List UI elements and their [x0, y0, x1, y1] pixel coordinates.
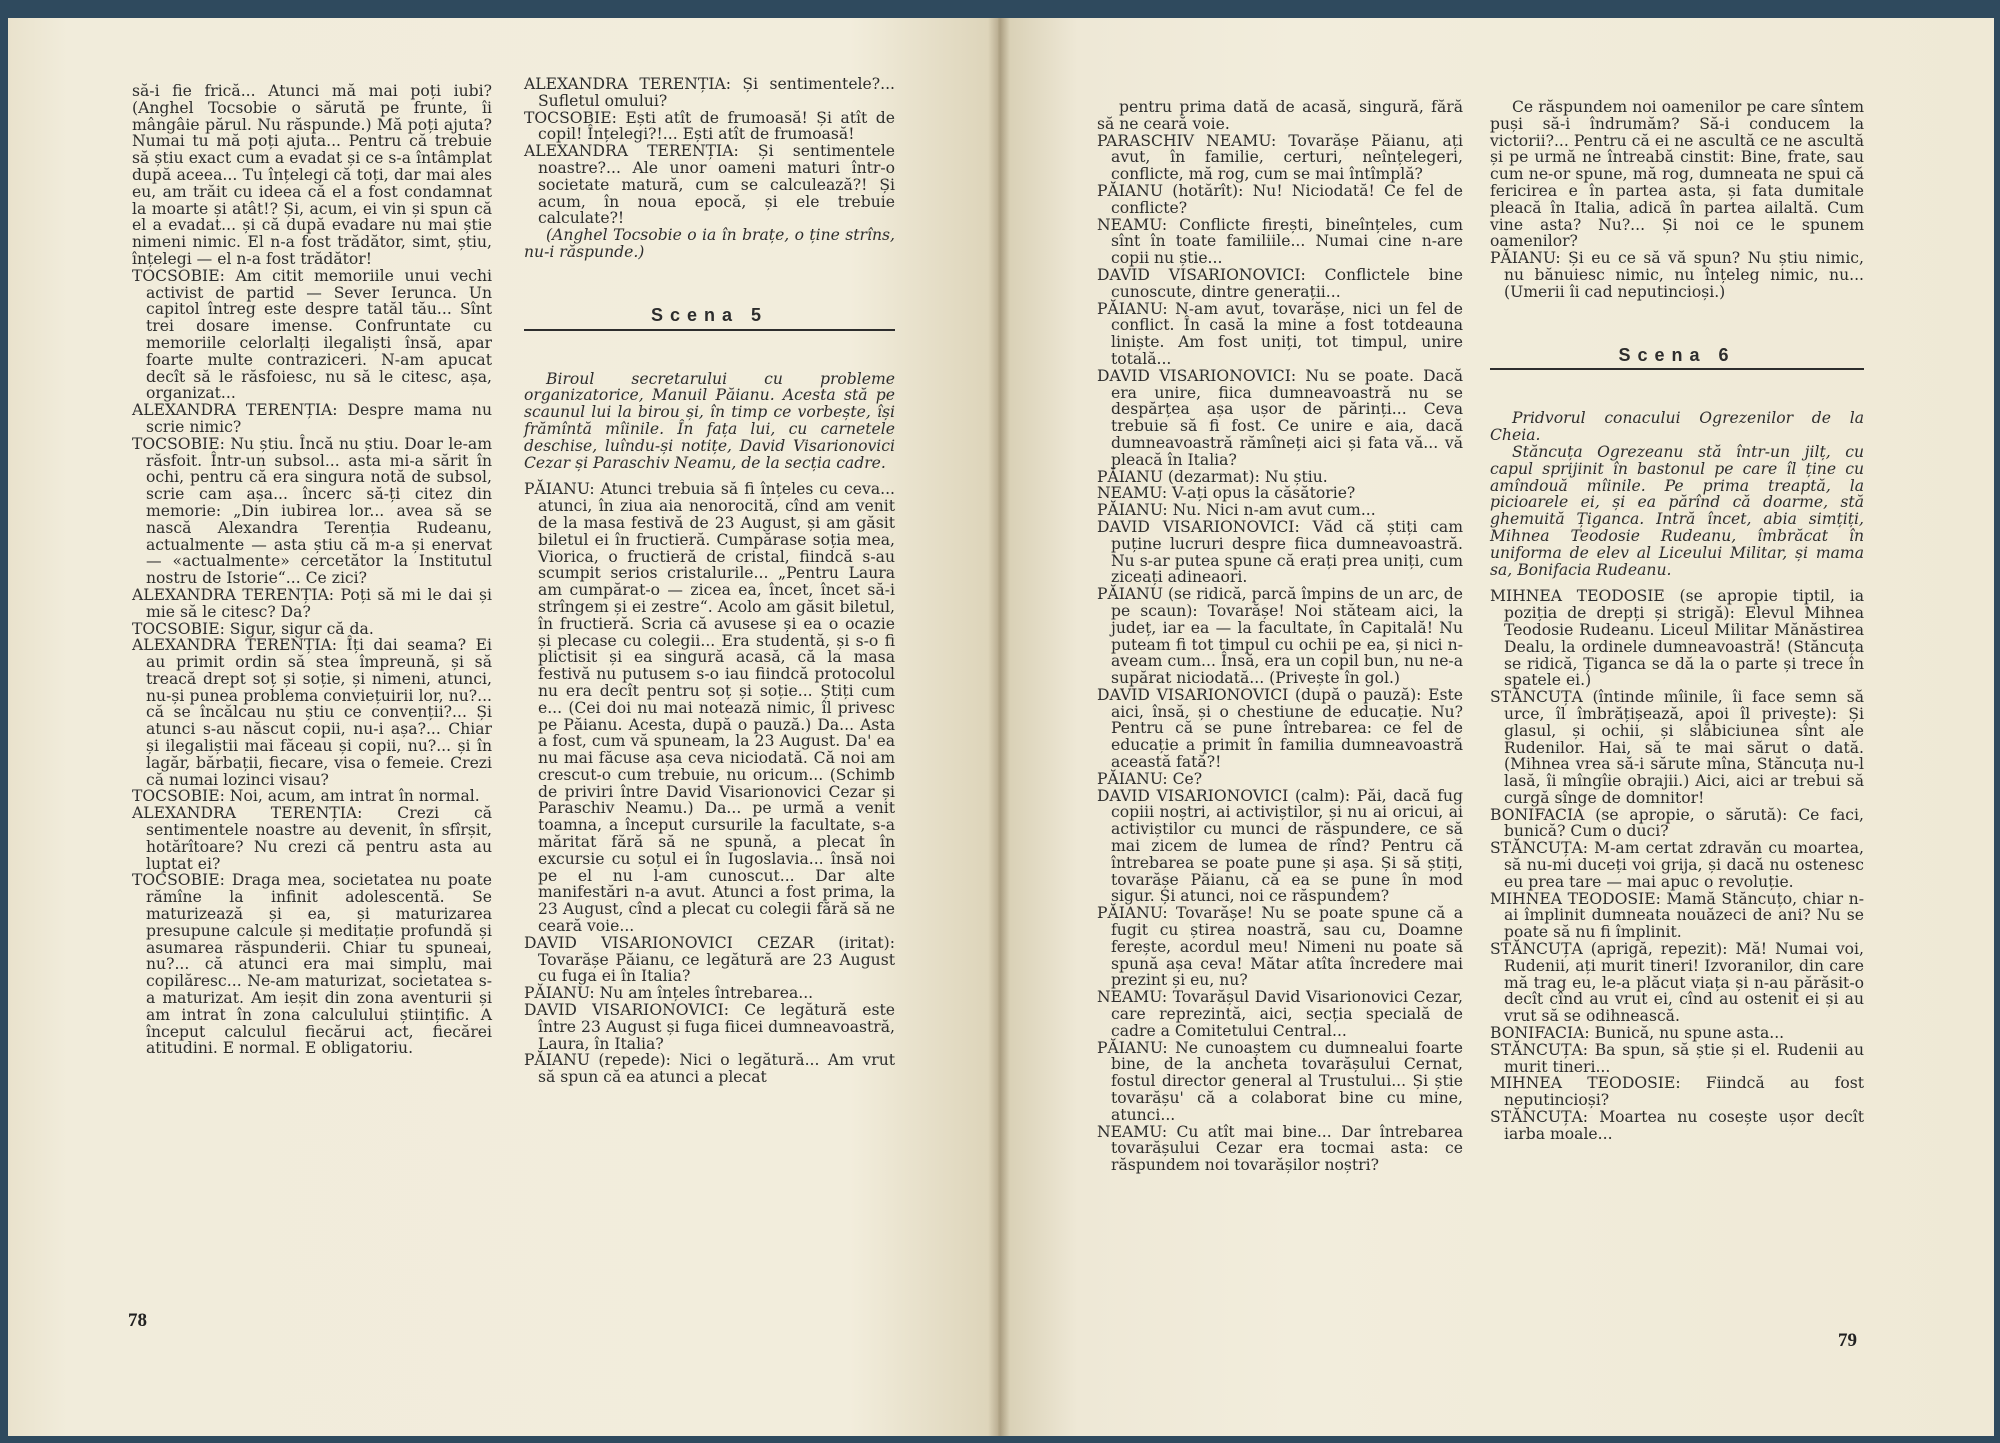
book-gutter [988, 18, 1010, 1436]
scene-rule [524, 329, 895, 331]
dialogue-line: PĂIANU: Nu am înțeles întrebarea... [524, 984, 814, 1003]
dialogue-line: MIHNEA TEODOSIE: Fiindcă au fost neputincioși? [1490, 1074, 1864, 1110]
dialogue-line: STĂNCUȚA: Ba spun, să știe și el. Rudenii au murit tineri... [1490, 1040, 1864, 1076]
paragraph: pentru prima dată de acasă, singură, fără să ne ceară voie. [1097, 98, 1463, 133]
stage-direction: Pridvorul conacului Ogrezenilor de la Cheia. [1490, 409, 1864, 445]
dialogue-line: TOCSOBIE: Nu știu. Încă nu știu. Doar le-am răsfoit. Într-un subsol... asta mi-a sărit în ochi, pentru că era singura notă de subsol, scrie cam așa... încerc să-ți citez din memorie: „Din iubirea lor... avea să se nască Alexandra Terenția Rudeanu, actualmente — asta știu că m-a și enervat — «actualmente» cercetător la Institutul nostru de Istorie“... Ce zici? [132, 434, 492, 588]
dialogue-line: TOCSOBIE: Ești atît de frumoasă! Și atît de copil! Înțelegi?!... Ești atît de frumoasă! [524, 108, 895, 144]
stage-direction: Biroul secretarului cu probleme organizatorice, Manuil Păianu. Acesta stă pe scaunul lui la birou și, în timp ce vorbește, își frămîntă mîinile. În fața lui, cu carnetele deschise, luîndu-și notițe, David Visarionovici Cezar și Paraschiv Neamu, de la secția cadre. [524, 369, 895, 472]
dialogue-line: STĂNCUȚA (întinde mîinile, îi face semn să urce, îl îmbrățișează, apoi îl privește): Și glasul, și ochii, și slăbiciunea sînt ale Rudenilor. Hai, să te mai sărut o dată. (Mihnea vrea să-i sărute mîna, Stăncuța nu-l lasă, îi mîngîie obrajii.) Aici, aici ar trebui să curgă sînge de domnitor! [1490, 688, 1864, 807]
stage-direction: Stăncuța Ogrezeanu stă într-un jilț, cu capul sprijinit în bastonul pe care îl ține cu amîndouă mîinile. Pe prima treaptă, la picioarele ei, și ea părînd că doarme, stă ghemuită Țiganca. Intră încet, abia simțiți, Mihnea Teodosie Rudeanu, îmbrăcat în uniforma de elev al Liceului Militar, și mama sa, Bonifacia Rudeanu. [1490, 442, 1864, 579]
dialogue-line: PĂIANU: Tovarășe! Nu se poate spune că a fugit cu știrea noastră, sau cu, Doamne ferește, acordul meu! Nimeni nu poate să spună așa ceva! Mătar atîta încredere mai prezint și eu, nu? [1097, 904, 1463, 990]
dialogue-line: NEAMU: Tovarășul David Visarionovici Cezar, care reprezintă, aici, secția specială de cadre a Comitetului Central... [1097, 988, 1463, 1040]
dialogue-line: DAVID VISARIONOVICI: Nu se poate. Dacă era unire, fiica dumneavoastră nu se despărțea așa ușor de părinți... Ceva trebuie să fi fost. Ce unire e aia, dacă dumneavoastră rămîneți aici și fata vă... vă pleacă în Italia? [1097, 366, 1463, 469]
left-page-column-1 [132, 83, 492, 1057]
dialogue-line: PĂIANU (hotărît): Nu! Niciodată! Ce fel de conflicte? [1097, 181, 1463, 217]
dialogue-line: MIHNEA TEODOSIE (se apropie tiptil, ia poziția de drepți și strigă): Elevul Mihnea Teodosie Rudeanu. Liceul Militar Mănăstirea Dealu, la ordinele dumneavoastră! (Stăncuța se ridică, Țiganca se dă la o parte și trece în spatele ei.) [1490, 587, 1864, 690]
dialogue-line: TOCSOBIE: Noi, acum, am intrat în normal. [132, 787, 480, 806]
dialogue-line: NEAMU: V-ați opus la căsătorie? [1097, 484, 1356, 503]
dialogue-line: ALEXANDRA TERENȚIA: Despre mama nu scrie nimic? [132, 401, 492, 436]
stage-direction: (Anghel Tocsobie o ia în brațe, o ține strîns, nu-i răspunde.) [524, 226, 895, 261]
dialogue-line: PĂIANU (se ridică, parcă împins de un arc, de pe scaun): Tovarășe! Noi stăteam aici, la județ, iar ea — la facultate, în Capitală! Nu puteam fi tot timpul cu ochii pe ea, și nici n-aveam cum... Însă, era un copil bun, nu ne-a supărat niciodată... (Privește în gol.) [1097, 585, 1463, 688]
dialogue-line: TOCSOBIE: Sigur, sigur că da. [132, 619, 374, 638]
dialogue-line: ALEXANDRA TERENȚIA: Și sentimentele noastre?... Ale unor oameni maturi într-o societate matură, cum se calculează?! Și acum, în noua epocă, și ele trebuie calculate?! [524, 142, 895, 228]
dialogue-line: PĂIANU: Ce? [1097, 769, 1203, 788]
dialogue-line: DAVID VISARIONOVICI: Văd că știți cam puține lucruri despre fiica dumneavoastră. Nu s-ar putea spune că erați prea uniți, cum ziceați adineaori. [1097, 517, 1463, 587]
paragraph: Ce răspundem noi oamenilor pe care sîntem puși să-i îndrumăm? Să-i conducem la victorii?... Pentru că ei ne ascultă ce ne ascultă și pe urmă ne întreabă cinstit: Bine, frate, sau cum ne-or spune, mă rog, dumneata ne spui că fericirea e în partea asta, și fata dumitale pleacă în Italia, adică în partea ailaltă. Cum vine asta? Nu?... Și noi ce le spunem oamenilor? [1490, 98, 1864, 251]
dialogue-line: PĂIANU: Și eu ce să vă spun? Nu știu nimic, nu bănuiesc nimic, nu înțeleg nimic, nu... (Umerii îi cad neputincioși.) [1490, 249, 1864, 301]
dialogue-line: DAVID VISARIONOVICI: Ce legătură este între 23 August și fuga fiicei dumneavoastră, Laura, în Italia? [524, 1001, 895, 1053]
dialogue-line: PĂIANU (dezarmat): Nu știu. [1097, 467, 1328, 486]
dialogue-line: PĂIANU (repede): Nici o legătură... Am vrut să spun că ea atunci a plecat [524, 1051, 895, 1087]
dialogue-line: BONIFACIA: Bunică, nu spune asta... [1490, 1024, 1785, 1043]
dialogue-line: ALEXANDRA TERENȚIA: Poți să mi le dai și mie să le citesc? Da? [132, 585, 492, 621]
dialogue-line: NEAMU: Cu atît mai bine... Dar întrebarea tovarășului Cezar era tocmai asta: ce răspundem noi tovarășilor noștri? [1097, 1122, 1463, 1175]
dialogue-line: ALEXANDRA TERENȚIA: Îți dai seama? Ei au primit ordin să stea împreună, și să treacă drept soț și soție, și nimeni, atunci, nu-și punea problema conviețuirii lor, nu?... că se încălcau nu știu ce convenții?... Și atunci s-au născut copii, nu-i așa?... Chiar și ilegaliștii mai făceau și copii, nu?... și în lagăr, bărbații, fiecare, visa o femeie. Crezi că numai lozinci visau? [132, 636, 492, 789]
scene-title: Scena 6 [1618, 344, 1736, 365]
dialogue-line: TOCSOBIE: Draga mea, societatea nu poate rămîne la infinit adolescentă. Se maturizează și ea, și maturizarea presupune calcule și meditație profundă și asumarea răspunderii. Chiar tu spuneai, nu?... că atunci era mai simplu, mai copilăresc... Ne-am maturizat, societatea s-a maturizat. Am ieșit din zona aventurii și am intrat în zona calculului științific. A început calculul fiecărui act, fiecărei atitudini. E normal. E obligatoriu. [132, 871, 492, 1058]
dialogue-line: DAVID VISARIONOVICI (calm): Păi, dacă fug copiii noștri, ai activiștilor, și nu ai oricui, ai activiștilor cu munci de răspundere, ce să mai zicem de lumea de rînd? Pentru că întrebarea se poate pune și așa. Și să știți, tovarășe Păianu, că ea se pune în mod sigur. Și atunci, noi ce răspundem? [1097, 786, 1463, 906]
right-page-column-1 [1097, 99, 1463, 1174]
page-number-right: 79 [1838, 1330, 1857, 1351]
scene-heading [1490, 344, 1864, 371]
dialogue-line: DAVID VISARIONOVICI: Conflictele bine cunoscute, dintre generații... [1097, 265, 1463, 301]
paragraph: să-i fie frică... Atunci mă mai poți iubi? (Anghel Tocsobie o sărută pe frunte, îi mângâie părul. Nu răspunde.) Mă poți ajuta? Numai tu mă poți ajuta... Pentru că trebuie să știu exact cum a evadat și ce s-a întâmplat după aceea... Tu înțelegi că toți, dar mai ales eu, am trăit cu ideea că el a fost condamnat la moarte și atât!? Și, acum, ei vin și spun că el a evadat... și că după evadare nu mai știe nimeni nimic. El n-a fost trădător, simt, știu, înțelegi — el n-a fost trădător! [132, 82, 492, 268]
scene-rule [1490, 368, 1864, 370]
page-number-left: 78 [128, 1310, 147, 1331]
dialogue-line: PĂIANU: Ne cunoaștem cu dumnealui foarte bine, de la ancheta tovarășului Cernat, fostul director general al Trustului... Și știe tovarășu' că a colaborat bine cu mine, atunci... [1097, 1038, 1463, 1124]
dialogue-line: NEAMU: Conflicte firești, bineînțeles, cum sînt în toate familiile... Numai cine n-are copii nu știe... [1097, 215, 1463, 268]
dialogue-line: MIHNEA TEODOSIE: Mamă Stăncuțo, chiar n-ai împlinit dumneata nouăzeci de ani? Nu se poate să nu fi împlinit. [1490, 889, 1864, 942]
scene-title: Scena 5 [650, 304, 769, 325]
dialogue-line: PĂIANU: Nu. Nici n-am avut cum... [1097, 501, 1376, 520]
dialogue-line: BONIFACIA (se apropie, o sărută): Ce faci, bunică? Cum o duci? [1490, 805, 1864, 841]
dialogue-line: TOCSOBIE: Am citit memoriile unui vechi activist de partid — Sever Ierunca. Un capitol întreg este despre tatăl tău... Sînt trei dosare imense. Confruntate cu memoriile celorlalți ilegaliști însă, apar foarte multe contraziceri. N-am apucat decît să le răsfoiesc, nu să le citesc, așa, organizat... [132, 266, 492, 403]
dialogue-line: DAVID VISARIONOVICI CEZAR (iritat): Tovarășe Păianu, ce legătură are 23 August cu fuga ei în Italia? [524, 933, 895, 986]
right-page-column-2 [1490, 99, 1864, 1143]
dialogue-line: DAVID VISARIONOVICI (după o pauză): Este aici, însă, și o chestiune de educație. Nu? Pentru că se pune întrebarea: ce fel de educație a primit în familia dumneavoastră această fată?! [1097, 685, 1463, 772]
dialogue-line: STĂNCUȚA: Moartea nu cosește ușor decît iarba moale... [1490, 1108, 1864, 1143]
dialogue-line: PĂIANU: Atunci trebuia să fi înțeles cu ceva... atunci, în ziua aia nenorocită, cînd am venit de la masa festivă de 23 August, și am găsit biletul ei în fructieră. Cumpărase soția mea, Viorica, o fructieră de cristal, fiindcă s-au scumpit serios cristalurile... „Pentru Laura am cumpărat-o — zicea ea, încet, încet să-i strîngem și ei zestre“. Acolo am găsit biletul, în fructieră. Scria că avusese și ea o ocazie și plecase cu colegii... Era studentă, și s-o fi plictisit și ea singură acasă, că la masa festivă nu putusem s-o iau fiindcă protocolul nu era decît pentru soț și soție... Știți cum e... (Cei doi nu mai notează nimic, îl privesc pe Păianu. Acesta, după o pauză.) Da... Asta a fost, cum vă spuneam, la 23 August. Da' ea nu mai făcuse așa ceva niciodată. Că noi am crescut-o cum trebuie, nu oricum... (Schimb de priviri între David Visarionovici Cezar și Paraschiv Neamu.) Da... pe urmă a venit toamna, a început cursurile la facultate, s-a măritat fără să ne spună, a plecat în excursie cu soțul ei în Iugoslavia... însă noi pe el nu l-am cunoscut... Dar alte manifestări n-a avut. Atunci a fost prima, la 23 August, cînd a plecat cu colegii fără să ne ceară voie... [524, 480, 895, 936]
left-page-column-2 [524, 76, 895, 1086]
dialogue-line: STĂNCUȚA: M-am certat zdravăn cu moartea, să nu-mi duceți voi grija, și dacă nu ostenesc eu prea tare — mai apuc o revoluție. [1490, 839, 1864, 891]
dialogue-line: ALEXANDRA TERENȚIA: Și sentimentele?... Sufletul omului? [524, 75, 895, 110]
dialogue-line: PĂIANU: N-am avut, tovarășe, nici un fel de conflict. În casă la mine a fost totdeauna liniște. Am fost uniți, tot timpul, unire totală... [1097, 299, 1463, 368]
dialogue-line: ALEXANDRA TERENȚIA: Crezi că sentimentele noastre au devenit, în sfîrșit, hotărîtoare? Nu crezi că pentru asta au luptat ei? [132, 804, 492, 873]
scene-heading [524, 304, 895, 331]
dialogue-line: PARASCHIV NEAMU: Tovarășe Păianu, ați avut, în familie, certuri, neînțelegeri, conflicte, mă rog, cum se mai întîmplă? [1097, 131, 1463, 184]
dialogue-line: STĂNCUȚA (aprigă, repezit): Mă! Numai voi, Rudenii, ați murit tineri! Izvoranilor, din care mă trag eu, le-a plăcut viața și n-au părăsit-o decît cînd au vrut ei, cînd au ostenit ei și au vrut să se odihnească. [1490, 940, 1864, 1026]
